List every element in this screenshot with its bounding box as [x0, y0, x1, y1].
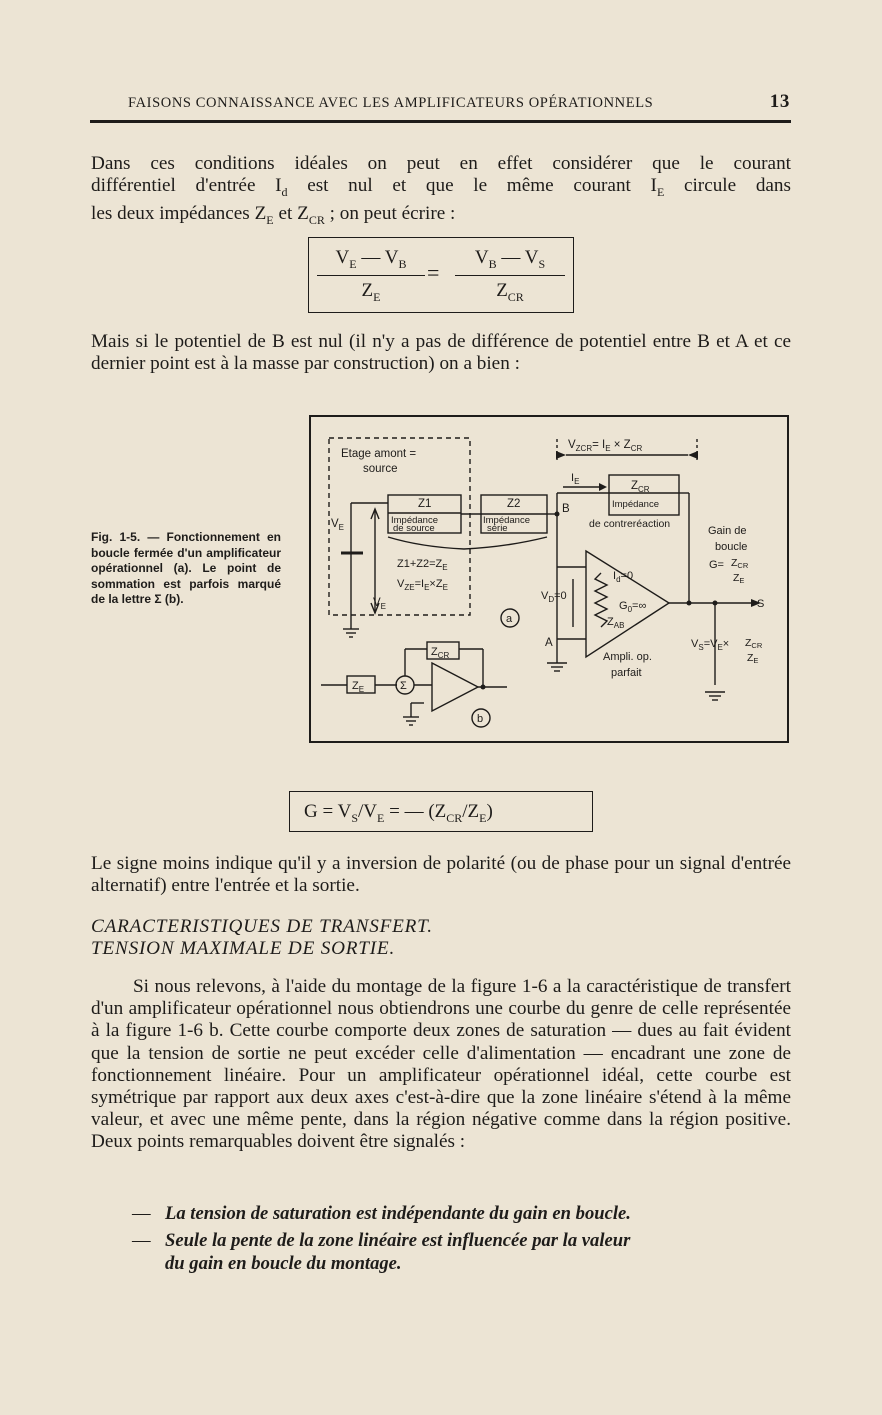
gain-g: G= — [709, 559, 724, 571]
formula1-left-fraction: $\frac{V_E — V_B}{Z_E}$ — [317, 247, 425, 305]
z1-impedance: Impédance — [391, 515, 439, 526]
gain-numerator: ZCR — [731, 557, 749, 570]
vs-numerator: ZCR — [745, 637, 763, 650]
running-header — [90, 91, 790, 113]
vs-denominator: ZE — [747, 652, 759, 665]
gain-label-1: Gain de — [708, 525, 747, 537]
ampli-label-1: Ampli. op. — [603, 651, 652, 663]
etage-label-2: source — [363, 463, 398, 475]
p1-line3: les deux impédances $Z_E$ et $Z_{CR}$ ; on peut écrire : — [91, 203, 456, 228]
running-title: FAISONS CONNAISSANCE AVEC LES AMPLIFICATEURS OPÉRATIONNELS — [128, 95, 654, 111]
z1-label: Z1 — [418, 498, 432, 510]
ve-source-label: $V_E$ — [373, 597, 387, 611]
zcr-contreaction: de contreréaction — [589, 518, 671, 530]
zcr-label: $Z_{CR}$ — [631, 480, 650, 494]
p1-line1: Dans ces conditions idéales on peut en effet considérer que le courant — [91, 153, 791, 174]
vd-label: $V_D=0$ — [541, 590, 567, 604]
vzcr-label: $V_{ZCR}= I_E \times Z_{CR}$ — [568, 439, 643, 453]
node-a: A — [545, 637, 553, 649]
p1-line2: différentiel d'entrée $I_d$ est nul et que le même courant $I_E$ circule dans — [91, 175, 791, 200]
ie-label: $I_E$ — [571, 472, 580, 486]
gain-label-2: boucle — [715, 541, 748, 553]
z2-serie: série — [487, 523, 508, 534]
paragraph-4: Si nous relevons, à l'aide du montage de la figure 1-6 a la caractéristique de transfert d'un amplificateur opérationnel nous obtiendrons une courbe du genre de celle représentée à la figure 1-6 b. Cette courbe comporte deux zones de saturation — dues au fait évident que la tension de sortie ne peut excéder celle d'alimentation — encadrant une zone de fonctionnement linéaire. Pour un amplificateur opérationnel idéal, cette courbe est symétrique par rapport aux deux axes c'est-à-dire que la zone linéaire s'étend à la même valeur, et avec une même pente, dans la région négative comme dans la région positive. Deux points remarquables doivent être signalés : — [91, 976, 791, 1153]
output-s: S — [757, 598, 765, 610]
g0-label: $G_0=\infty$ — [619, 600, 647, 614]
label-b: b — [477, 713, 484, 725]
gain-denominator: ZE — [733, 572, 745, 585]
paragraph-1 — [91, 153, 791, 231]
etage-label-1: Etage amont = — [341, 448, 417, 460]
section-heading-1: CARACTERISTIQUES DE TRANSFERT. — [91, 916, 433, 937]
formula1-equals: = — [427, 260, 440, 285]
vs-label: $V_S=V_E\times$ — [691, 638, 730, 652]
id-label: $I_d=0$ — [613, 570, 634, 584]
z2-label: Z2 — [507, 498, 521, 510]
ampli-label-2: parfait — [611, 667, 642, 679]
figure-caption: Fig. 1-5. — Fonctionnement en boucle fermée d'un amplificateur opérationnel (a). Le point de sommation est parfois marqué de la lettre Σ (b). — [91, 530, 281, 607]
page-number: 13 — [769, 91, 790, 112]
formula1-right-fraction: $V_B$ — $V_S$ $Z_{CR}$ — [455, 247, 565, 305]
zcr-impedance: Impédance — [612, 499, 660, 510]
vze-label: $V_{ZE}=I_E\times Z_E$ — [397, 578, 448, 592]
formula-box-1 — [308, 237, 574, 313]
formula2-expression: $G = V_S/V_E$ = — $(Z_{CR}/Z_E)$ — [304, 801, 493, 825]
paragraph-3: Le signe moins indique qu'il y a inversion de polarité (ou de phase pour un signal d'entrée alternatif) entre l'entrée et la sortie. — [91, 853, 791, 897]
figure-1-5 — [309, 415, 789, 743]
sigma-symbol: Σ — [400, 680, 407, 692]
ze-small-label: $Z_E$ — [352, 680, 365, 694]
bullet-1: — La tension de saturation est indépendante du gain en boucle. — [132, 1203, 631, 1224]
header-rule — [90, 120, 791, 123]
ve-left-label: $V_E$ — [331, 518, 345, 532]
zcr-small-label: $Z_{CR}$ — [431, 646, 450, 660]
label-a: a — [506, 613, 513, 625]
section-heading-2: TENSION MAXIMALE DE SORTIE. — [91, 938, 396, 959]
bullet-2: — Seule la pente de la zone linéaire est influencée par la valeur du gain en boucle du montage. — [132, 1230, 631, 1274]
z1-source: de source — [393, 523, 435, 534]
paragraph-2: Mais si le potentiel de B est nul (il n'y a pas de différence de potentiel entre B et A et ce dernier point est à la masse par construction) on a bien : — [91, 331, 791, 375]
zsum-label: $Z1+Z2=Z_E$ — [397, 558, 448, 572]
formula-box-2 — [289, 791, 593, 832]
circuit-diagram — [311, 417, 787, 741]
z2-impedance: Impédance — [483, 515, 531, 526]
zab-label: $Z_{AB}$ — [607, 616, 625, 630]
opamp-small-triangle — [432, 663, 478, 711]
node-b: B — [562, 503, 570, 515]
